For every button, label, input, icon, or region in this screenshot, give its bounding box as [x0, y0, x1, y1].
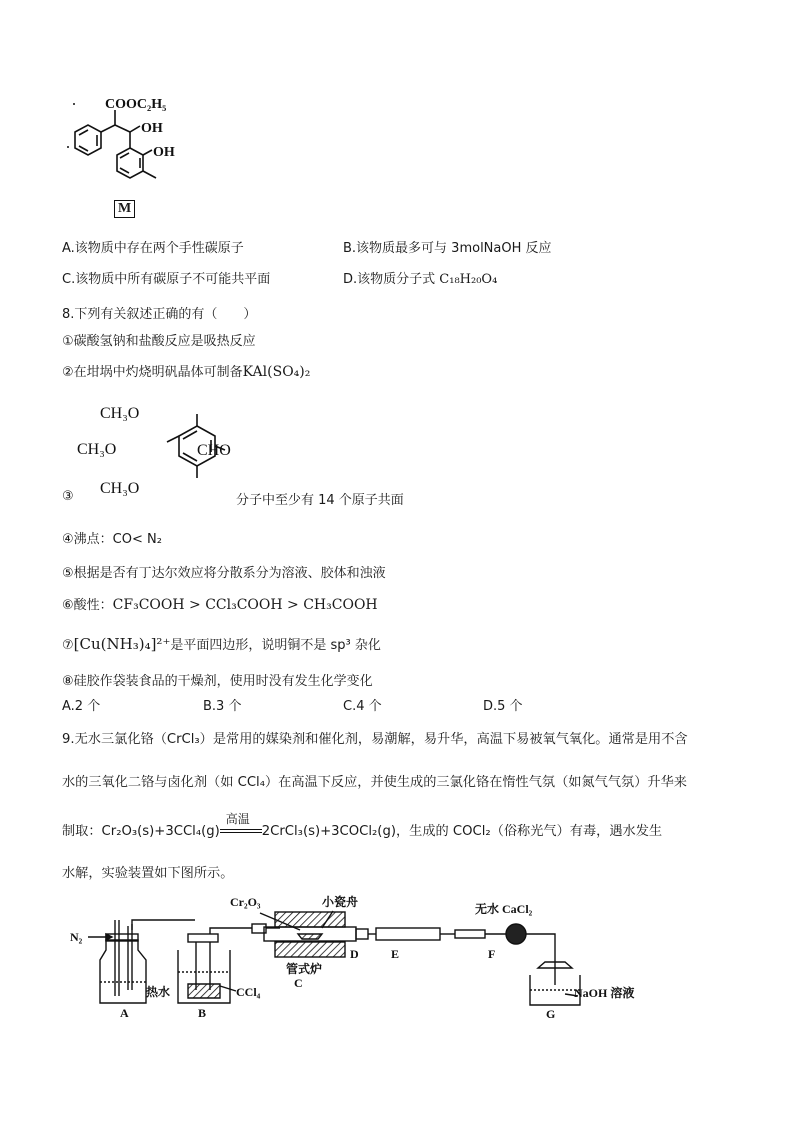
question-9-line-1: 9.无水三氯化铬（CrCl₃）是常用的媒染剂和催化剂，易潮解，易升华，高温下易被氧气氧化。通常是用不含: [62, 732, 688, 747]
apparatus-label-b: B: [198, 1006, 207, 1020]
option-a: A.该物质中存在两个手性碳原子: [62, 241, 244, 256]
alum-formula: KAl(SO₄)₂: [242, 364, 311, 380]
molecular-formula: C₁₈H₂₀O₄: [439, 272, 498, 287]
statement-6: [62, 594, 378, 613]
apparatus-label-a: A: [120, 1006, 129, 1020]
boat-label: 小瓷舟: [322, 895, 359, 909]
q8-option-a: A.2 个: [62, 699, 101, 714]
question-8-stem: 8.下列有关叙述正确的有（ ）: [62, 307, 257, 322]
aldehyde-group: CHO: [197, 442, 231, 459]
statement-3-text: 分子中至少有 14 个原子共面: [236, 493, 404, 508]
statement-8: ⑧硅胶作袋装食品的干燥剂，使用时没有发生化学变化: [62, 674, 373, 689]
question-9-line-3: [62, 812, 663, 839]
dot-mark: [67, 146, 69, 148]
statement-2: [62, 361, 310, 380]
reaction-products: 2CrCl₃(s)+3COCl₂(g)，生成的 COCl₂（俗称光气）有毒，遇水发生: [261, 824, 663, 839]
statement-2-text: ②在坩埚中灼烧明矾晶体可制备: [62, 365, 243, 380]
statement-4: ④沸点：CO< N₂: [62, 532, 162, 547]
methoxy-3: CH₃O: [100, 480, 140, 497]
trimethoxybenzaldehyde-diagram: [75, 398, 245, 503]
hot-water-label: 热水: [146, 985, 171, 999]
dot-mark: [73, 103, 75, 105]
naoh-label: NaOH 溶液: [574, 986, 635, 1000]
apparatus-diagram: [60, 890, 680, 1020]
ester-group: COOC₂H₅: [105, 97, 167, 112]
acidity-order: CF₃COOH > CCl₃COOH > CH₃COOH: [112, 597, 378, 613]
statement-7: [62, 634, 381, 653]
statement-5: ⑤根据是否有丁达尔效应将分散系分为溶液、胶体和浊液: [62, 566, 386, 581]
option-d-prefix: D.该物质分子式: [343, 272, 440, 287]
hydroxyl-2: OH: [153, 145, 175, 160]
structure-label-m: M: [114, 200, 135, 218]
methoxy-2: CH₃O: [77, 441, 117, 458]
copper-complex-formula: [Cu(NH₃)₄]²⁺: [73, 635, 171, 653]
q8-option-c: C.4 个: [343, 699, 382, 714]
statement-7-number: ⑦: [62, 638, 74, 653]
apparatus-label-d: D: [350, 947, 359, 961]
reaction-condition: 高温: [225, 812, 250, 826]
question-9-line-2: 水的三氧化二铬与卤化剂（如 CCl₄）在高温下反应，并使生成的三氯化铬在惰性气氛（如氮气气氛）升华来: [62, 775, 687, 790]
apparatus-label-f: F: [488, 947, 496, 961]
cr2o3-label: Cr₂O₃: [230, 895, 261, 909]
apparatus-label-g: G: [546, 1007, 556, 1020]
statement-3-number: ③: [62, 489, 74, 504]
apparatus-label-e: E: [391, 947, 400, 961]
furnace-label: 管式炉: [286, 962, 323, 976]
reaction-reactants: 制取：Cr₂O₃(s)+3CCl₄(g): [62, 824, 220, 839]
statement-6-prefix: ⑥酸性：: [62, 598, 113, 613]
option-c: C.该物质中所有碳原子不可能共平面: [62, 272, 271, 287]
q8-option-d: D.5 个: [483, 699, 523, 714]
hydroxyl-1: OH: [141, 121, 163, 136]
apparatus-label-c: C: [294, 976, 303, 990]
option-b: B.该物质最多可与 3molNaOH 反应: [343, 241, 552, 256]
question-9-line-4: 水解，实验装置如下图所示。: [62, 866, 234, 881]
q8-option-b: B.3 个: [203, 699, 242, 714]
nitrogen-label: N₂: [70, 930, 83, 944]
cacl2-label: 无水 CaCl₂: [475, 902, 533, 916]
ccl4-label: CCl₄: [236, 985, 261, 999]
reaction-condition-arrow: [220, 812, 262, 838]
methoxy-1: CH₃O: [100, 405, 140, 422]
option-d: [343, 268, 497, 287]
statement-7-text: 是平面四边形，说明铜不是 sp³ 杂化: [170, 638, 381, 653]
statement-1: ①碳酸氢钠和盐酸反应是吸热反应: [62, 334, 256, 349]
